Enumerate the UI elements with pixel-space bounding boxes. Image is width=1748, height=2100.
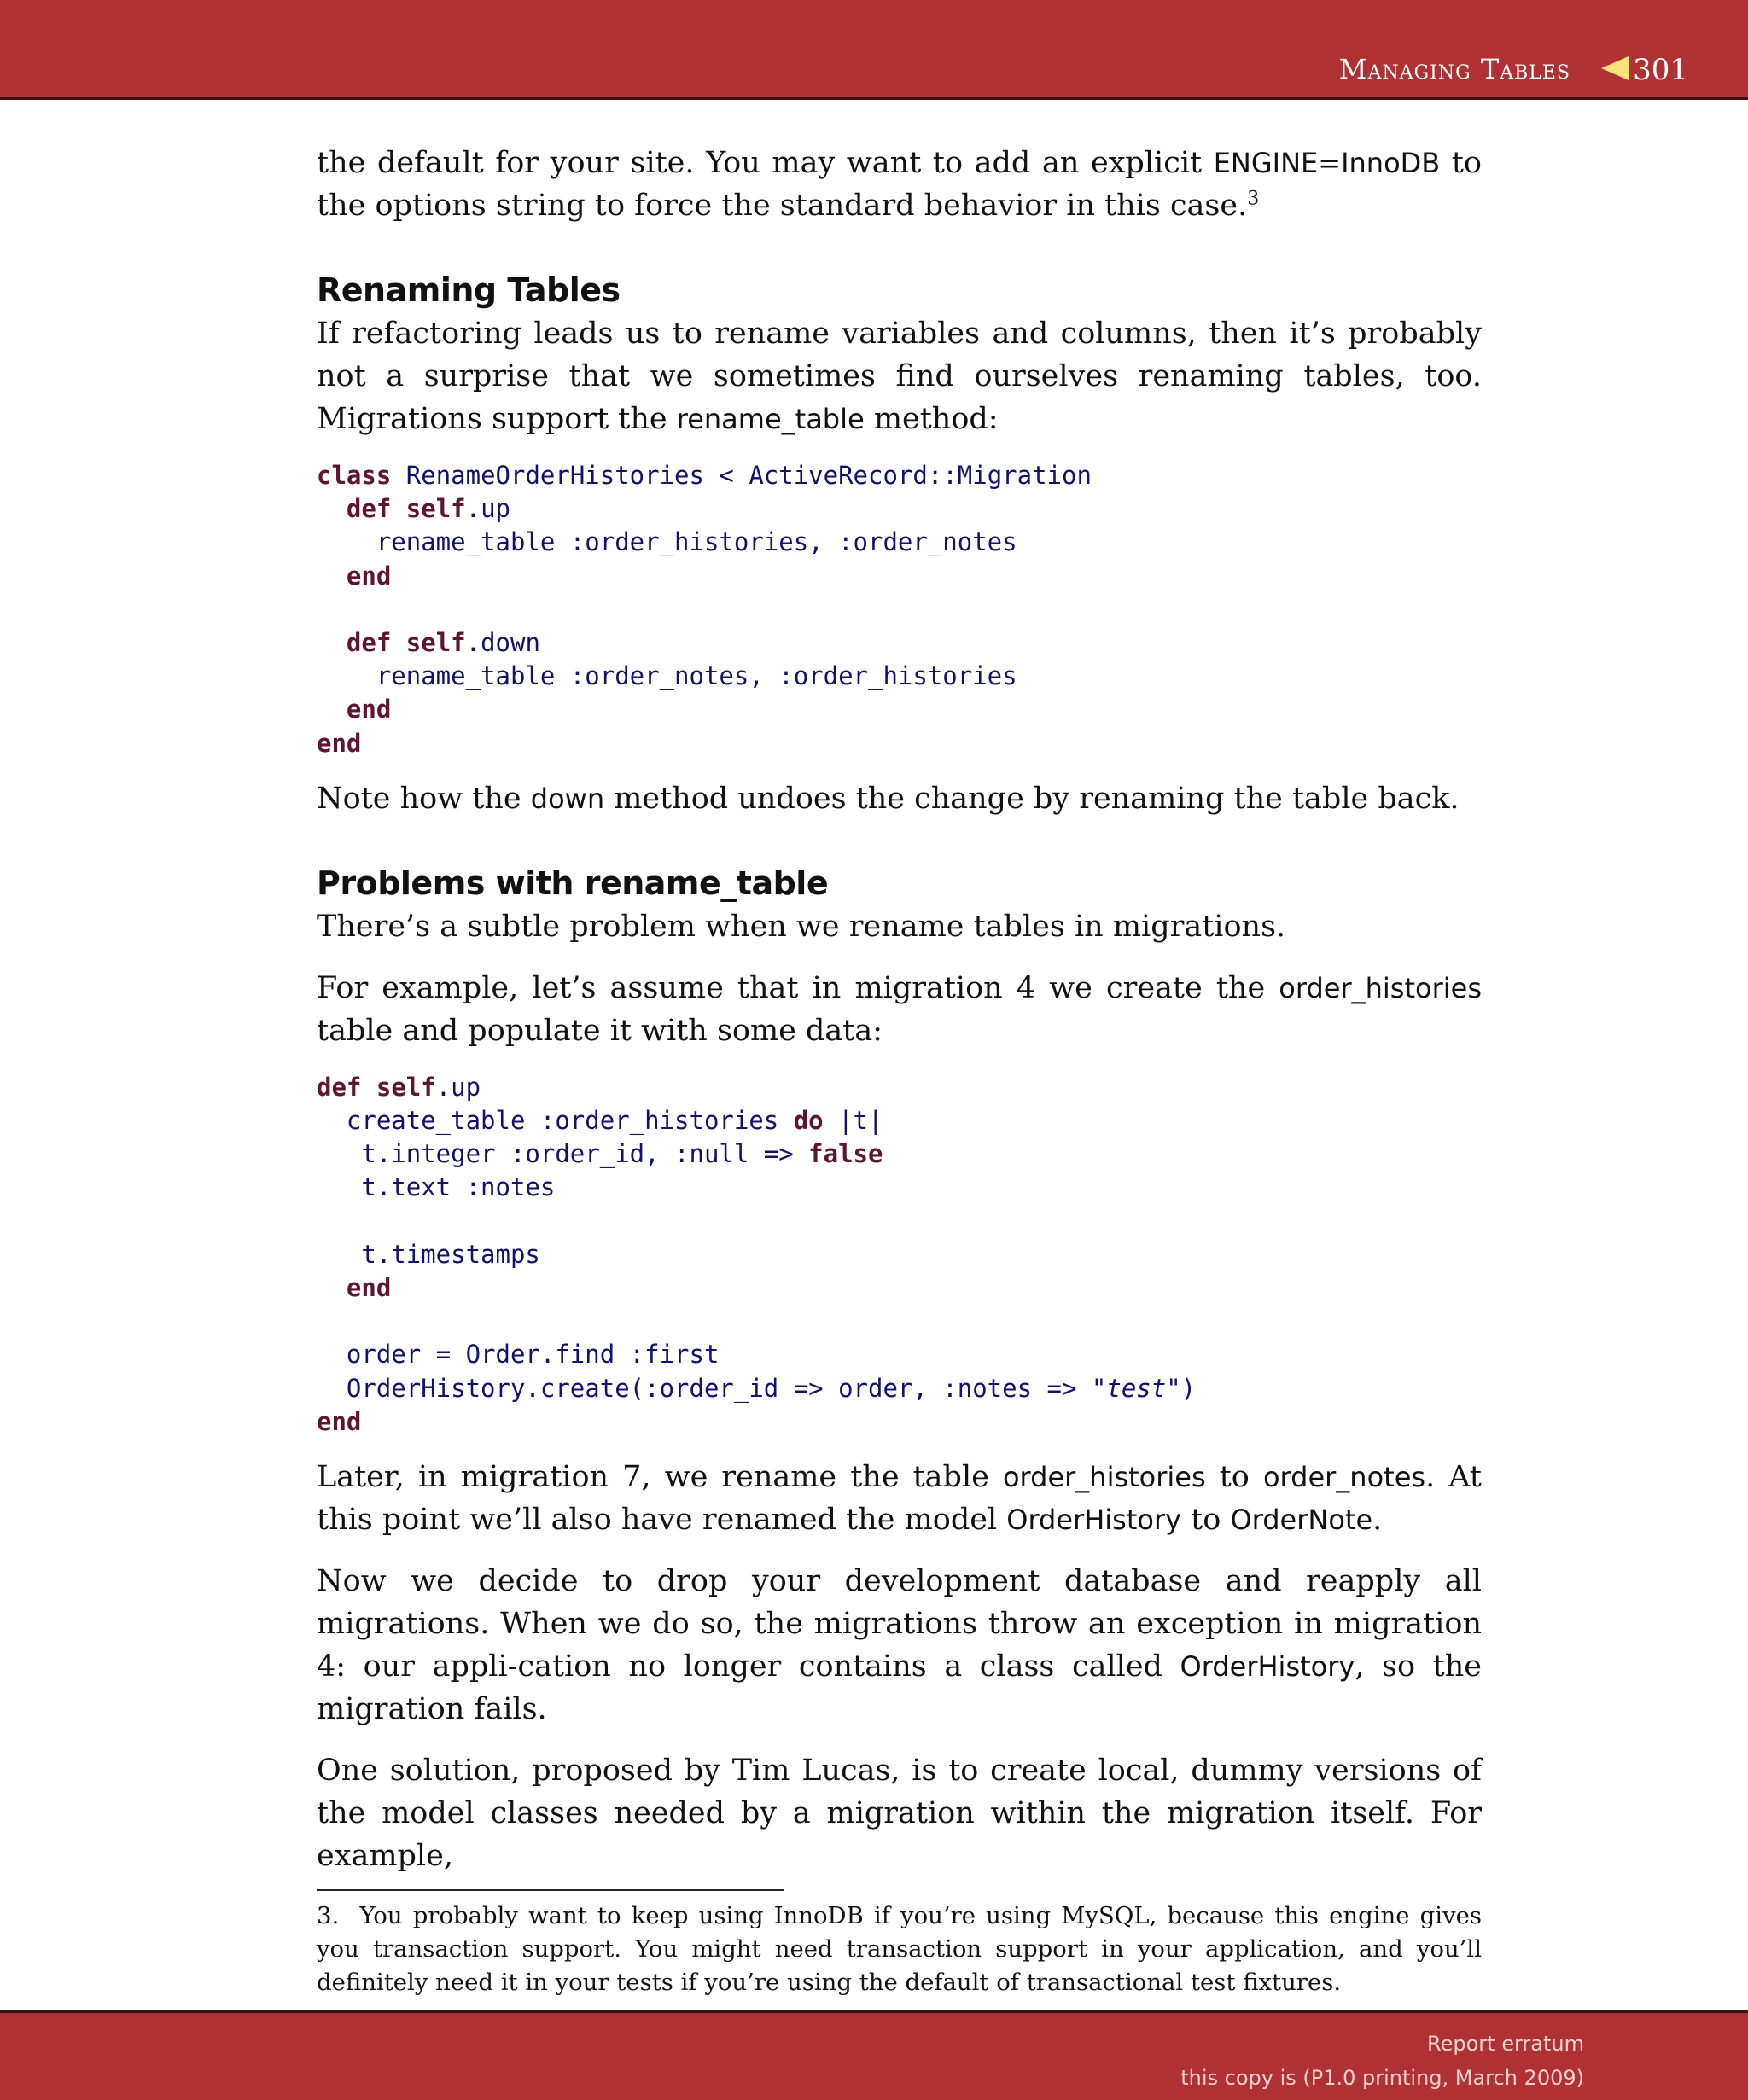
code-block-create: def self.up create_table :order_histories do |t| t.integer :order_id, :null => false t.text :notes t.timestamps end order = Order.find :first OrderHistory.create(:order_id => order, :notes => "test") end [317, 1072, 1197, 1436]
problems-paragraph-3: Later, in migration 7, we rename the table order_histories to order_notes. At this point we’ll also have renamed the model OrderHistory to OrderNote. [317, 1460, 1482, 1538]
problems-paragraph-5: One solution, proposed by Tim Lucas, is to create local, dummy versions of the model classes needed by a migration within the migration itself. For example, [317, 1754, 1482, 1874]
inline-code: OrderNote [1230, 1504, 1373, 1537]
footnote [317, 1899, 1482, 1999]
heading-renaming-tables: Renaming Tables [317, 271, 621, 309]
inline-code: rename_table [676, 403, 865, 435]
note-paragraph: Note how the down method undoes the change by renaming the table back. [317, 781, 1460, 816]
inline-code: ENGINE=InnoDB [1213, 147, 1441, 179]
inline-code: OrderHistory [1006, 1504, 1182, 1537]
footnote-divider [317, 1889, 784, 1891]
inline-code: OrderHistory [1180, 1650, 1355, 1684]
page-number: 301 [1633, 53, 1688, 87]
footnote-ref[interactable]: 3 [1247, 188, 1260, 210]
footnote-text: You probably want to keep using InnoDB if you’re using MySQL, because this engine gives you transaction support. You might need transaction support in your application, and you’ll definitely need it in your tests if you’re using the default of transactional test fixtures. [317, 1902, 1482, 1997]
intro-paragraph: the default for your site. You may want to add an explicit ENGINE=InnoDB to the options string to force the standard behavior in this case.$^3$ [317, 146, 1482, 223]
inline-code: order_histories [1279, 971, 1482, 1004]
footnote-number: 3. [317, 1902, 340, 1930]
heading-problems: Problems with rename_table [317, 864, 829, 902]
report-erratum-link[interactable]: Report erratum [1427, 2032, 1584, 2056]
problems-paragraph-2: For example, let’s assume that in migration 4 we create the order_histories table and populate it with some data: [317, 970, 1482, 1048]
copy-info: this copy is (P1.0 printing, March 2009) [1180, 2066, 1584, 2090]
page-footer [0, 2010, 1748, 2100]
section-title: Managing Tables [1338, 53, 1570, 85]
problems-paragraph-4: Now we decide to drop your development database and reapply all migrations. When we do so, the migrations throw an exception in migration 4: our appli-cation no longer contains a class called OrderHistory, so the migration fails. [317, 1564, 1482, 1727]
code-block-rename: class RenameOrderHistories < ActiveRecord::Migration def self.up rename_table :order_histories, :order_notes end def self.down rename_table :order_notes, :order_histories end end [317, 461, 1092, 758]
page-header [0, 0, 1748, 100]
renaming-paragraph: If refactoring leads us to rename variables and columns, then it’s probably not a surprise that we sometimes find ourselves renaming tables, too. Migrations support the rename_table method: [317, 317, 1482, 436]
problems-paragraph-1: There’s a subtle problem when we rename tables in migrations. [317, 909, 1286, 944]
inline-code: order_histories [1002, 1461, 1206, 1494]
back-arrow-icon[interactable] [1601, 56, 1629, 80]
inline-code: down [530, 782, 605, 815]
inline-code: order_notes [1262, 1461, 1426, 1494]
page-content [317, 142, 1482, 1999]
